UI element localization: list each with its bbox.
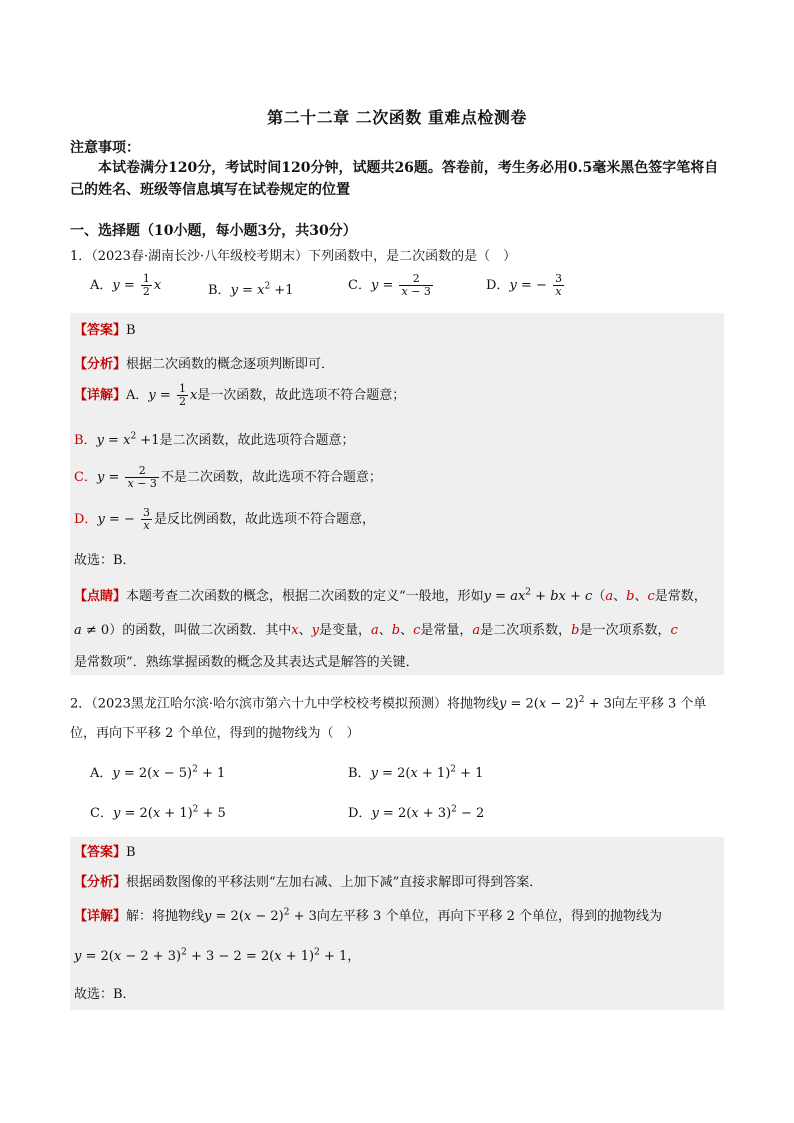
q2-detail-line-1: 【详解】解：将抛物线$y = 2(x - 2)^2 + 3$向左平移 3 个单位，再向下平移 2 个单位，得到的抛物线为 — [74, 907, 662, 924]
q1-detail-c: C．y = $\frac{2}{x - 3}$ 不是二次函数，故此选项不符合题意； — [74, 464, 382, 490]
question-1-solution — [70, 313, 724, 675]
q1-option-a: A．y = $\frac{1}{2}$ x — [90, 272, 162, 298]
q2-option-d: D．$y = 2(x + 3)^2 - 2$ — [348, 804, 485, 821]
section-heading: 一、选择题（10小题，每小题3分，共30分） — [70, 223, 357, 239]
q1-comment-line-2: a ≠ 0）的函数，叫做二次函数．其中x、y是变量，a、b、c是常量，a是二次项系数，b是一次项系数，c — [74, 623, 678, 638]
q1-comment-line-3: 是常数项”．熟练掌握函数的概念及其表达式是解答的关键． — [74, 655, 419, 670]
question-2-stem-line-2: 位，再向下平移 2 个单位，得到的抛物线为（ ） — [70, 726, 360, 741]
q1-detail-d: D．y = − $\frac{3}{x}$ 是反比例函数，故此选项不符合题意， — [74, 506, 375, 532]
q1-option-b: B．$y = x^2 +1$ — [208, 281, 294, 298]
notice-body: 本试卷满分120分，考试时间120分钟，试题共26题。答卷前，考生务必用0.5毫米黑色签字笔将自己的姓名、班级等信息填写在试卷规定的位置 — [70, 160, 719, 198]
q1-option-d: D．y = − $\frac{3}{x}$ — [486, 272, 562, 298]
question-2-stem-line-1: 2．（2023黑龙江哈尔滨·哈尔滨市第六十九中学校校考模拟预测）将抛物线$y = 2(x - 2)^2 + 3$向左平移 3 个单 — [70, 695, 707, 712]
q1-answer: 【答案】B — [74, 323, 136, 338]
q2-analysis: 【分析】根据函数图像的平移法则“左加右减、上加下减”直接求解即可得到答案． — [74, 875, 543, 890]
q1-option-c: C．y = $\frac{2}{x - 3}$ — [348, 272, 431, 298]
q1-detail-a: 【详解】A．y = $\frac{1}{2}$ x是一次函数，故此选项不符合题意； — [74, 382, 406, 408]
q1-comment-line-1: 【点睛】本题考查二次函数的概念，根据二次函数的定义“一般地，形如$y = ax^2$ + bx + c（a、b、c是常数， — [74, 587, 707, 604]
q1-analysis: 【分析】根据二次函数的概念逐项判断即可． — [74, 357, 335, 372]
q2-option-c: C．$y = 2(x + 1)^2 + 5$ — [90, 804, 226, 821]
q2-option-a: A．$y = 2(x - 5)^2 + 1$ — [90, 764, 226, 781]
page-title: 第二十二章 二次函数 重难点检测卷 — [267, 108, 527, 127]
q2-option-b: B．$y = 2(x + 1)^2 + 1$ — [348, 764, 484, 781]
q2-answer: 【答案】B — [74, 845, 136, 860]
question-1-stem: 1．（2023春·湖南长沙·八年级校考期末）下列函数中，是二次函数的是（ ） — [70, 249, 517, 264]
q1-choose: 故选：B． — [74, 553, 136, 568]
notice-heading: 注意事项： — [70, 140, 140, 156]
q2-detail-line-2: $y = 2(x - 2 + 3)^2 + 3 - 2 = 2(x + 1)^2 + 1$， — [74, 947, 361, 964]
question-2-solution — [70, 837, 724, 1010]
q1-detail-b: B．$y = x^2 +1$是二次函数，故此选项符合题意； — [74, 431, 355, 448]
q2-choose: 故选：B． — [74, 987, 136, 1002]
